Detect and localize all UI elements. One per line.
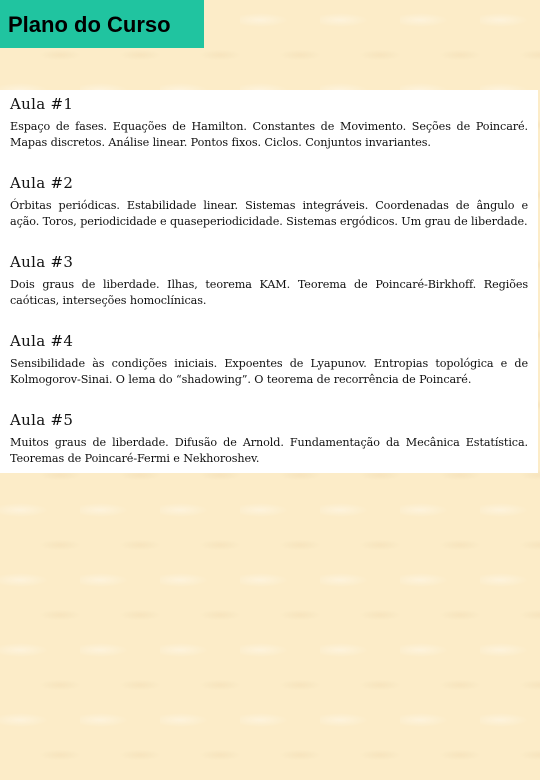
lesson-1 xyxy=(10,93,528,151)
lesson-heading: Aula #3 xyxy=(10,253,74,271)
lesson-2 xyxy=(10,172,528,230)
lesson-description: Dois graus de liberdade. Ilhas, teorema KAM. Teorema de Poincaré-Birkhoff. Regiões caóticas, interseções homoclínicas. xyxy=(10,278,528,307)
lesson-heading: Aula #2 xyxy=(10,174,74,192)
lesson-heading: Aula #5 xyxy=(10,411,74,429)
lesson-heading: Aula #4 xyxy=(10,332,74,350)
lesson-5 xyxy=(10,409,528,467)
lesson-4 xyxy=(10,330,528,388)
lesson-description: Órbitas periódicas. Estabilidade linear. Sistemas integráveis. Coordenadas de ângulo e ação. Toros, periodicidade e quaseperiodicidade. Sistemas ergódicos. Um grau de liberdade. xyxy=(10,199,528,228)
lesson-heading: Aula #1 xyxy=(10,95,74,113)
course-plan-panel xyxy=(0,90,538,473)
lesson-3 xyxy=(10,251,528,309)
lesson-description: Espaço de fases. Equações de Hamilton. Constantes de Movimento. Seções de Poincaré. Mapas discretos. Análise linear. Pontos fixos. Ciclos. Conjuntos invariantes. xyxy=(10,120,528,149)
page-title: Plano do Curso xyxy=(8,12,171,37)
lesson-description: Muitos graus de liberdade. Difusão de Arnold. Fundamentação da Mecânica Estatística. Teoremas de Poincaré-Fermi e Nekhoroshev. xyxy=(10,436,528,465)
title-banner xyxy=(0,0,204,48)
lesson-description: Sensibilidade às condições iniciais. Expoentes de Lyapunov. Entropias topológica e de Kolmogorov-Sinai. O lema do “shadowing”. O teorema de recorrência de Poincaré. xyxy=(10,357,528,386)
